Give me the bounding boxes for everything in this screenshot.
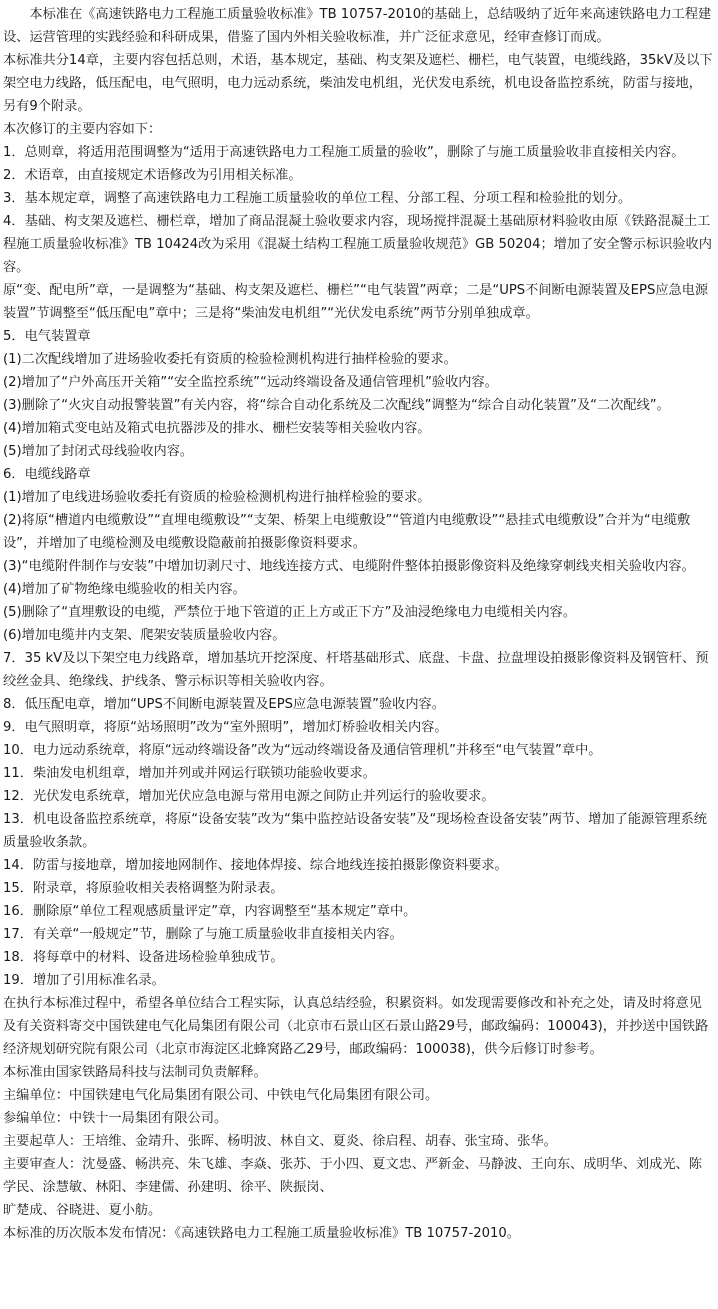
paragraph: 4．基础、构支架及遮栏、栅栏章，增加了商品混凝土验收要求内容，现场搅拌混凝土基础原材料验收由原《铁路混凝土工程施工质量验收标准》TB 10424改为采用《混凝土结构工程施工质量验收规范》GB 50204；增加了安全警示标识验收内容。 <box>3 214 712 275</box>
paragraph: 18．将每章中的材料、设备进场检验单独成节。 <box>3 950 284 965</box>
paragraph: 主编单位：中国铁建电气化局集团有限公司、中铁电气化局集团有限公司。 <box>3 1088 439 1103</box>
paragraph: 10．电力远动系统章，将原“远动终端设备”改为“远动终端设备及通信管理机”并移至“电气装置”章中。 <box>3 743 602 758</box>
paragraph: 本标准由国家铁路局科技与法制司负责解释。 <box>3 1065 267 1080</box>
paragraph: 本标准的历次版本发布情况：《高速铁路电力工程施工质量验收标准》TB 10757-2010。 <box>3 1226 520 1241</box>
paragraph: 14．防雷与接地章，增加接地网制作、接地体焊接、综合地线连接拍摄影像资料要求。 <box>3 858 508 873</box>
paragraph: 13．机电设备监控系统章，将原“设备安装”改为“集中监控站设备安装”及“现场检查设备安装”两节、增加了能源管理系统质量验收条款。 <box>3 812 707 850</box>
paragraph: 本标准在《高速铁路电力工程施工质量验收标准》TB 10757-2010的基础上，总结吸纳了近年来高速铁路电力工程建设、运营管理的实践经验和科研成果，借鉴了国内外相关验收标准，并广泛征求意见，经审查修订而成。 <box>3 7 712 45</box>
paragraph: 7．35 kV及以下架空电力线路章，增加基坑开挖深度、杆塔基础形式、底盘、卡盘、拉盘埋设拍摄影像资料及钢管杆、预绞丝金具、绝缘线、护线条、警示标识等相关验收内容。 <box>3 651 709 689</box>
paragraph: (3)“电缆附件制作与安装”中增加切剥尺寸、地线连接方式、电缆附件整体拍摄影像资料及绝缘穿刺线夹相关验收内容。 <box>3 559 695 574</box>
paragraph: (2)将原“槽道内电缆敷设”“直埋电缆敷设”“支架、桥架上电缆敷设”“管道内电缆敷设”“悬挂式电缆敷设”合并为“电缆敷设”，并增加了电缆检测及电缆敷设隐蔽前拍摄影像资料要求。 <box>3 513 691 551</box>
paragraph: 19．增加了引用标准名录。 <box>3 973 165 988</box>
paragraph: 本标准共分14章，主要内容包括总则，术语，基本规定，基础、构支架及遮栏、栅栏，电气装置，电缆线路，35kV及以下架空电力线路，低压配电，电气照明，电力远动系统，柴油发电机组，光伏发电系统，机电设备监控系统，防雷与接地，另有9个附录。 <box>3 53 713 114</box>
paragraph: (5)删除了“直埋敷设的电缆，严禁位于地下管道的正上方或正下方”及油浸绝缘电力电缆相关内容。 <box>3 605 577 620</box>
paragraph: 本次修订的主要内容如下： <box>3 122 162 137</box>
paragraph: 在执行本标准过程中，希望各单位结合工程实际，认真总结经验，积累资料。如发现需要修改和补充之处，请及时将意见及有关资料寄交中国铁建电气化局集团有限公司（北京市石景山区石景山路29号，邮政编码：100043)，并抄送中国铁路经济规划研究院有限公司（北京市海淀区北蜂窝路乙29号，邮政编码：100038)，供今后修订时参考。 <box>3 996 709 1057</box>
paragraph: 参编单位：中铁十一局集团有限公司。 <box>3 1111 228 1126</box>
paragraph: 旷楚成、谷晓进、夏小舫。 <box>3 1203 162 1218</box>
paragraph: 主要起草人：王培维、金靖升、张晖、杨明波、林自文、夏炎、徐启程、胡春、张宝琦、张华。 <box>3 1134 557 1149</box>
paragraph: 原“变、配电所”章，一是调整为“基础、构支架及遮栏、栅栏”“电气装置”两章；二是“UPS不间断电源装置及EPS应急电源装置”节调整至“低压配电”章中；三是将“柴油发电机组”“光伏发电系统”两节分别单独成章。 <box>3 283 709 321</box>
paragraph: 9．电气照明章，将原“站场照明”改为“室外照明”，增加灯桥验收相关内容。 <box>3 720 448 735</box>
paragraph: 6．电缆线路章 <box>3 467 91 482</box>
paragraph: (6)增加电缆井内支架、爬架安装质量验收内容。 <box>3 628 286 643</box>
paragraph: (1)二次配线增加了进场验收委托有资质的检验检测机构进行抽样检验的要求。 <box>3 352 457 367</box>
paragraph: (5)增加了封闭式母线验收内容。 <box>3 444 194 459</box>
paragraph: 2．术语章，由直接规定术语修改为引用相关标准。 <box>3 168 302 183</box>
paragraph: 3．基本规定章，调整了高速铁路电力工程施工质量验收的单位工程、分部工程、分项工程和检验批的划分。 <box>3 191 632 206</box>
paragraph: (1)增加了电线进场验收委托有资质的检验检测机构进行抽样检验的要求。 <box>3 490 431 505</box>
paragraph: 15．附录章，将原验收相关表格调整为附录表。 <box>3 881 284 896</box>
paragraph: (4)增加了矿物绝缘电缆验收的相关内容。 <box>3 582 246 597</box>
paragraph: 8．低压配电章，增加“UPS不间断电源装置及EPS应急电源装置”验收内容。 <box>3 697 445 712</box>
paragraph: (3)删除了“火灾自动报警装置”有关内容，将“综合自动化系统及二次配线”调整为“综合自动化装置”及“二次配线”。 <box>3 398 670 413</box>
paragraph: 17．有关章“一般规定”节，删除了与施工质量验收非直接相关内容。 <box>3 927 403 942</box>
paragraph: 5．电气装置章 <box>3 329 91 344</box>
paragraph: 11．柴油发电机组章，增加并列或并网运行联锁功能验收要求。 <box>3 766 376 781</box>
paragraph: 1．总则章，将适用范围调整为“适用于高速铁路电力工程施工质量的验收”，删除了与施工质量验收非直接相关内容。 <box>3 145 685 160</box>
paragraph: (2)增加了“户外高压开关箱”“安全监控系统”“远动终端设备及通信管理机”验收内容。 <box>3 375 498 390</box>
paragraph: (4)增加箱式变电站及箱式电抗器涉及的排水、栅栏安装等相关验收内容。 <box>3 421 431 436</box>
paragraph: 12．光伏发电系统章，增加光伏应急电源与常用电源之间防止并列运行的验收要求。 <box>3 789 495 804</box>
paragraph: 16．删除原“单位工程观感质量评定”章，内容调整至“基本规定”章中。 <box>3 904 417 919</box>
paragraph: 主要审查人：沈曼盛、畅洪亮、朱飞雄、李焱、张苏、于小四、夏文忠、严新金、马静波、王向东、成明华、刘成光、陈学民、涂慧敏、林阳、李建儒、孙建明、徐平、陕振岗、 <box>3 1157 702 1195</box>
